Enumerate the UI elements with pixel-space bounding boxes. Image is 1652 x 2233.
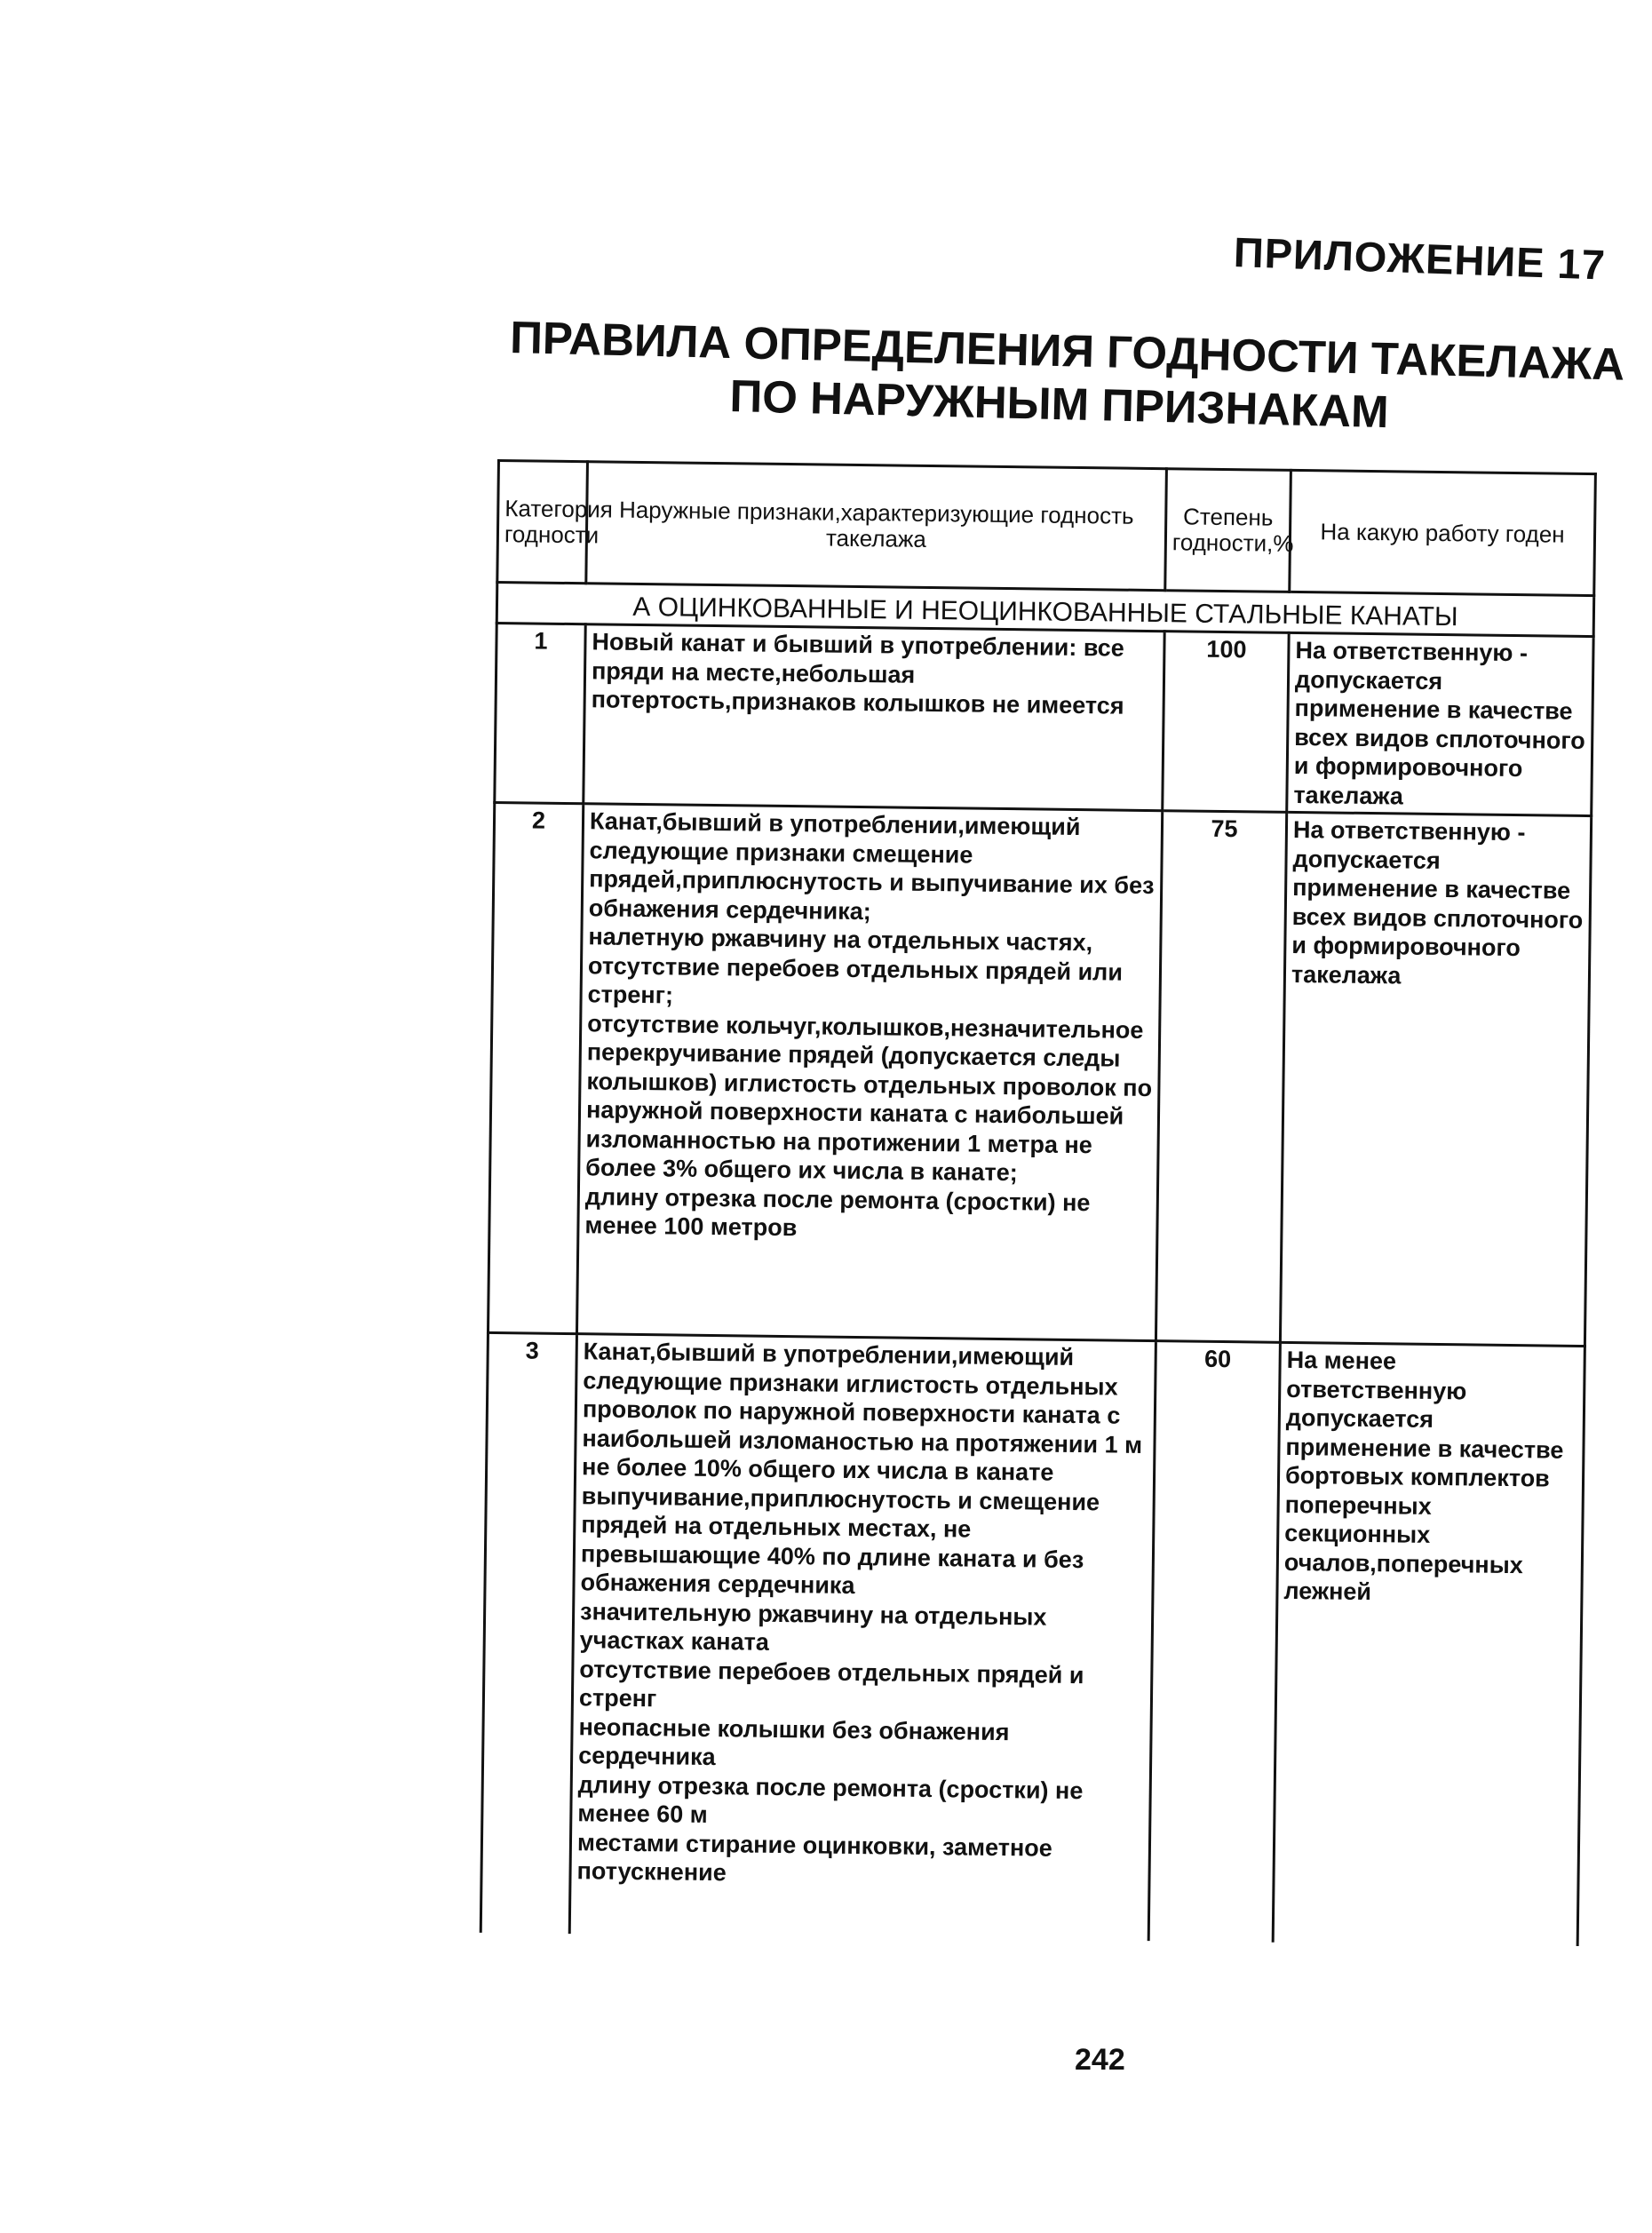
features-cell [569, 1334, 1156, 1941]
feature-line: отсутствие кольчуг,колышков,незначительное перекручивание прядей (допускается следы колышков) иглистость отдельных проволок по наружной поверхности каната с наибольшей изломанностью на протижении 1 метра не более 3% общего их числа в канате; [585, 1009, 1153, 1187]
page-title [508, 311, 1625, 444]
title-line-1: ПРАВИЛА ОПРЕДЕЛЕНИЯ ГОДНОСТИ ТАКЕЛАЖА [509, 311, 1625, 390]
degree-cell: 60 [1148, 1341, 1280, 1943]
appendix-heading: ПРИЛОЖЕНИЕ 17 [1233, 227, 1607, 289]
table-row [495, 624, 1593, 816]
page-number: 242 [1075, 2043, 1125, 2077]
feature-line: значительную ржавчину на отдельных участках каната [579, 1597, 1047, 1656]
category-cell: 3 [481, 1332, 576, 1934]
rigging-suitability-table [480, 459, 1597, 1946]
degree-cell: 100 [1163, 632, 1289, 813]
feature-line: длину отрезка после ремонта (сростки) не менее 60 м [577, 1770, 1084, 1829]
column-header-features: Наружные признаки,характеризующие годность такелажа [586, 462, 1167, 591]
section-title: А ОЦИНКОВАННЫЕ И НЕОЦИНКОВАННЫЕ СТАЛЬНЫЕ КАНАТЫ [496, 583, 1593, 637]
usage-cell: На ответственную - допускается применение в качестве всех видов сплоточного и формировочного такелажа [1280, 812, 1591, 1346]
feature-line: налетную ржавчину на отдельных частях, [588, 923, 1093, 957]
category-cell: 1 [495, 624, 585, 804]
feature-line: длину отрезка после ремонта (сростки) не менее 100 метров [584, 1182, 1091, 1242]
category-cell: 2 [488, 802, 583, 1333]
column-header-usage: На какую работу годен [1290, 470, 1596, 595]
feature-line: отсутствие перебоев отдельных прядей или стренг; [587, 951, 1124, 1009]
table-row [481, 1332, 1584, 1946]
features-cell [576, 804, 1162, 1341]
usage-cell: На ответственную - допускается применение в качестве всех видов сплоточного и формировочного такелажа [1287, 632, 1593, 815]
column-header-category: Категория годности [497, 461, 588, 584]
feature-line: отсутствие перебоев отдельных прядей и стренг [578, 1655, 1084, 1712]
table-header-row [497, 461, 1596, 596]
table-row [488, 802, 1591, 1346]
feature-line: неопасные колышки без обнажения сердечника [577, 1712, 1010, 1771]
title-line-2: ПО НАРУЖНЫМ ПРИЗНАКАМ [728, 370, 1390, 438]
feature-line: местами стирание оцинковки, заметное потускнение [576, 1828, 1052, 1887]
feature-line: Канат,бывший в употреблении,имеющий следующие признаки смещение прядей,приплюснутость и выпучивание их без обнажения сердечника; [588, 807, 1155, 925]
usage-cell: На менее ответственную допускается применение в качестве бортовых комплектов поперечных секционных очалов,поперечных лежней [1273, 1342, 1584, 1946]
degree-cell: 75 [1156, 811, 1286, 1343]
column-header-degree: Степень годности,% [1165, 469, 1291, 592]
features-cell: Новый канат и бывший в употреблении: все пряди на месте,небольшая потертость,признаков колышков не имеется [584, 624, 1164, 811]
feature-line: Канат,бывший в употреблении,имеющий следующие признаки иглистость отдельных проволок по наружной поверхности каната с наибольшей изломаностью на протяжении 1 м не более 10% общего их числа в канате выпучивание,приплюснутость и смещение прядей на отдельных местах, не превышающие 40% по длине каната и без обнажения сердечника [580, 1338, 1143, 1600]
